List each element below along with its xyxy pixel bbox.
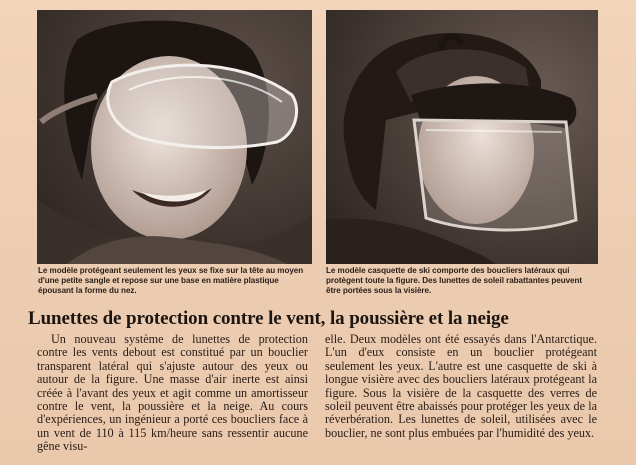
ski-cap-photo-illustration — [326, 10, 598, 264]
goggles-photo-illustration — [37, 10, 312, 264]
ski-cap-shield-photo — [326, 10, 598, 264]
article-column-right: elle. Deux modèles ont été essayés dans l'Antarctique. L'un d'eux consiste en un bouclier protégeant seulement les yeux. L'autre est une casquette de ski à longue visière avec des boucliers latéraux protégeant la figure. Sous la visière de la casquette des verres de soleil peuvent être abaissés pour protéger les yeux de la réverbération. Les lunettes de soleil, utilisées avec le bouclier, ne sont plus embuées par l'humidité des yeux. — [325, 333, 597, 440]
caption-goggles: Le modèle protégeant seulement les yeux se fixe sur la tête au moyen d'une petite sangle et repose sur une base en matière plastique épousant la forme du nez. — [38, 266, 304, 295]
goggles-photo — [37, 10, 312, 264]
article-column-left: Un nouveau système de lunettes de protection contre les vents debout est constitué par un bouclier transparent latéral qui s'ajuste autour des yeux ou autour de la figure. Une masse d'air inerte est ainsi créée à l'avant des yeux et agit comme un amortisseur contre le vent, la poussière et la neige. Au cours d'expériences, un ingénieur a porté ces boucliers face à un vent de 110 à 115 km/heure sans ressentir aucune gêne visu- — [37, 333, 308, 454]
caption-ski-cap: Le modèle casquette de ski comporte des boucliers latéraux qui protègent toute la figure. Des lunettes de soleil rabattantes peuvent être portées sous la visière. — [326, 266, 583, 295]
article-headline: Lunettes de protection contre le vent, la poussière et la neige — [28, 308, 509, 329]
